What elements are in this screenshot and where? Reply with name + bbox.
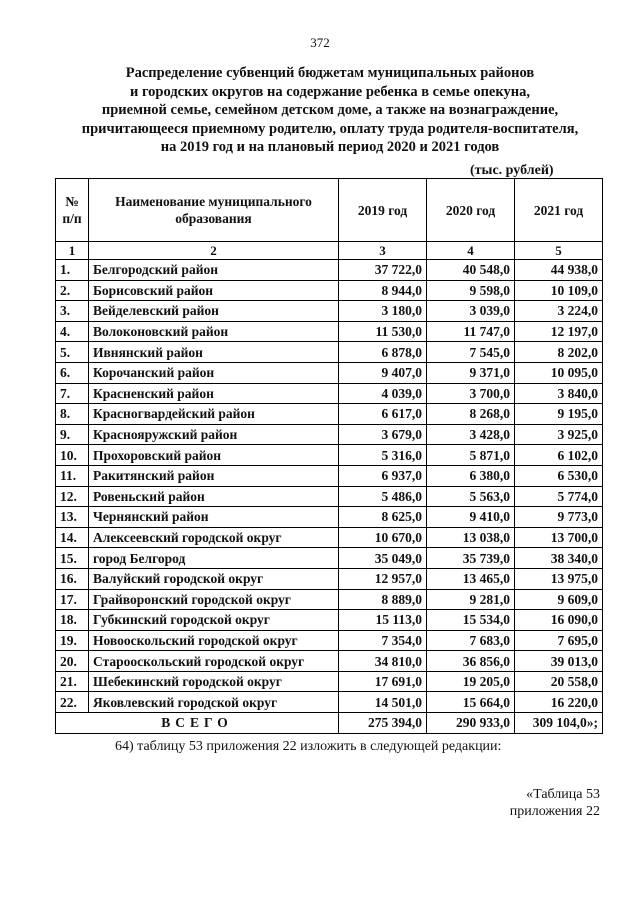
table-row xyxy=(56,424,603,445)
value-2019: 37 722,0 xyxy=(339,260,427,281)
title-line: на 2019 год и на плановый период 2020 и 2021 годов xyxy=(160,139,500,155)
value-2019: 6 617,0 xyxy=(339,404,427,425)
value-2020: 3 039,0 xyxy=(427,301,515,322)
value-2021: 13 700,0 xyxy=(515,527,603,548)
header-num: № п/п xyxy=(56,179,89,242)
value-2019: 15 113,0 xyxy=(339,610,427,631)
row-number: 11. xyxy=(56,465,89,486)
value-2019: 3 679,0 xyxy=(339,424,427,445)
row-number: 10. xyxy=(56,445,89,466)
index-cell: 5 xyxy=(515,242,603,260)
row-number: 7. xyxy=(56,383,89,404)
municipality-name: Ивнянский район xyxy=(89,342,339,363)
municipality-name: Губкинский городской округ xyxy=(89,610,339,631)
row-number: 16. xyxy=(56,568,89,589)
value-2020: 3 700,0 xyxy=(427,383,515,404)
value-2019: 17 691,0 xyxy=(339,671,427,692)
value-2021: 16 220,0 xyxy=(515,692,603,713)
value-2021: 20 558,0 xyxy=(515,671,603,692)
municipality-name: Валуйский городской округ xyxy=(89,568,339,589)
municipality-name: Белгородский район xyxy=(89,260,339,281)
table-row xyxy=(56,507,603,528)
value-2021: 10 095,0 xyxy=(515,362,603,383)
value-2019: 8 625,0 xyxy=(339,507,427,528)
value-2019: 12 957,0 xyxy=(339,568,427,589)
value-2020: 7 545,0 xyxy=(427,342,515,363)
value-2019: 10 670,0 xyxy=(339,527,427,548)
value-2019: 5 316,0 xyxy=(339,445,427,466)
document-title xyxy=(40,64,620,157)
value-2020: 9 371,0 xyxy=(427,362,515,383)
table-row xyxy=(56,383,603,404)
value-2020: 6 380,0 xyxy=(427,465,515,486)
value-2021: 13 975,0 xyxy=(515,568,603,589)
municipality-name: Чернянский район xyxy=(89,507,339,528)
value-2021: 9 195,0 xyxy=(515,404,603,425)
row-number: 12. xyxy=(56,486,89,507)
table-row xyxy=(56,568,603,589)
row-number: 9. xyxy=(56,424,89,445)
value-2021: 16 090,0 xyxy=(515,610,603,631)
municipality-name: Старооскольский городской округ xyxy=(89,651,339,672)
value-2021: 3 224,0 xyxy=(515,301,603,322)
row-number: 20. xyxy=(56,651,89,672)
municipality-name: Красногвардейский район xyxy=(89,404,339,425)
table-row xyxy=(56,260,603,281)
index-cell: 1 xyxy=(56,242,89,260)
units-label: (тыс. рублей) xyxy=(470,163,554,178)
value-2021: 38 340,0 xyxy=(515,548,603,569)
value-2020: 9 410,0 xyxy=(427,507,515,528)
value-2021: 9 609,0 xyxy=(515,589,603,610)
municipality-name: Ракитянский район xyxy=(89,465,339,486)
table-row xyxy=(56,486,603,507)
table-row xyxy=(56,321,603,342)
municipality-name: Ровеньский район xyxy=(89,486,339,507)
title-line: Распределение субвенций бюджетам муниципальных районов xyxy=(125,65,535,81)
row-number: 22. xyxy=(56,692,89,713)
table-row xyxy=(56,610,603,631)
table-row xyxy=(56,362,603,383)
row-number: 17. xyxy=(56,589,89,610)
municipality-name: Волоконовский район xyxy=(89,321,339,342)
value-2021: 3 925,0 xyxy=(515,424,603,445)
table-row xyxy=(56,280,603,301)
total-label: ВСЕГО xyxy=(56,713,339,734)
municipality-name: Алексеевский городской округ xyxy=(89,527,339,548)
value-2020: 13 038,0 xyxy=(427,527,515,548)
row-number: 21. xyxy=(56,671,89,692)
value-2019: 34 810,0 xyxy=(339,651,427,672)
table-reference xyxy=(0,786,600,820)
header-name: Наименование муниципального образования xyxy=(89,179,339,242)
municipality-name: Яковлевский городской округ xyxy=(89,692,339,713)
value-2020: 8 268,0 xyxy=(427,404,515,425)
value-2020: 19 205,0 xyxy=(427,671,515,692)
value-2019: 14 501,0 xyxy=(339,692,427,713)
table-row xyxy=(56,527,603,548)
column-index-row xyxy=(56,242,603,260)
value-2020: 36 856,0 xyxy=(427,651,515,672)
index-cell: 2 xyxy=(89,242,339,260)
header-row xyxy=(56,179,603,242)
value-2020: 15 664,0 xyxy=(427,692,515,713)
value-2020: 5 871,0 xyxy=(427,445,515,466)
index-cell: 4 xyxy=(427,242,515,260)
value-2020: 35 739,0 xyxy=(427,548,515,569)
value-2020: 9 598,0 xyxy=(427,280,515,301)
value-2020: 5 563,0 xyxy=(427,486,515,507)
title-line: приемной семье, семейном детском доме, а также на вознаграждение, xyxy=(101,102,559,118)
municipality-name: Краснояружский район xyxy=(89,424,339,445)
title-line: и городских округов на содержание ребенка в семье опекуна, xyxy=(129,83,530,100)
row-number: 8. xyxy=(56,404,89,425)
municipality-name: Вейделевский район xyxy=(89,301,339,322)
municipality-name: Борисовский район xyxy=(89,280,339,301)
value-2021: 44 938,0 xyxy=(515,260,603,281)
value-2021: 6 102,0 xyxy=(515,445,603,466)
row-number: 5. xyxy=(56,342,89,363)
value-2020: 7 683,0 xyxy=(427,630,515,651)
table-row xyxy=(56,651,603,672)
table-row xyxy=(56,301,603,322)
value-2021: 7 695,0 xyxy=(515,630,603,651)
value-2019: 8 889,0 xyxy=(339,589,427,610)
value-2019: 5 486,0 xyxy=(339,486,427,507)
value-2021: 8 202,0 xyxy=(515,342,603,363)
value-2019: 8 944,0 xyxy=(339,280,427,301)
value-2020: 40 548,0 xyxy=(427,260,515,281)
table-row xyxy=(56,692,603,713)
value-2021: 10 109,0 xyxy=(515,280,603,301)
value-2020: 13 465,0 xyxy=(427,568,515,589)
value-2019: 9 407,0 xyxy=(339,362,427,383)
municipality-name: Прохоровский район xyxy=(89,445,339,466)
table-row xyxy=(56,445,603,466)
value-2021: 9 773,0 xyxy=(515,507,603,528)
value-2020: 9 281,0 xyxy=(427,589,515,610)
table-row xyxy=(56,465,603,486)
row-number: 4. xyxy=(56,321,89,342)
value-2020: 11 747,0 xyxy=(427,321,515,342)
value-2021: 12 197,0 xyxy=(515,321,603,342)
total-2019: 275 394,0 xyxy=(339,713,427,734)
table-row xyxy=(56,630,603,651)
row-number: 18. xyxy=(56,610,89,631)
value-2021: 5 774,0 xyxy=(515,486,603,507)
table-ref-line: приложения 22 xyxy=(509,804,600,819)
total-2021: 309 104,0»; xyxy=(515,713,603,734)
value-2019: 7 354,0 xyxy=(339,630,427,651)
table-row xyxy=(56,404,603,425)
value-2021: 6 530,0 xyxy=(515,465,603,486)
value-2019: 35 049,0 xyxy=(339,548,427,569)
total-row xyxy=(56,713,603,734)
table-row xyxy=(56,671,603,692)
value-2019: 6 878,0 xyxy=(339,342,427,363)
municipality-name: Красненский район xyxy=(89,383,339,404)
header-2020: 2020 год xyxy=(427,179,515,242)
header-2021: 2021 год xyxy=(515,179,603,242)
value-2020: 15 534,0 xyxy=(427,610,515,631)
municipality-name: Корочанский район xyxy=(89,362,339,383)
value-2020: 3 428,0 xyxy=(427,424,515,445)
amendment-note: 64) таблицу 53 приложения 22 изложить в следующей редакции: xyxy=(115,739,502,754)
table-ref-line: «Таблица 53 xyxy=(526,787,600,802)
header-2019: 2019 год xyxy=(339,179,427,242)
total-2020: 290 933,0 xyxy=(427,713,515,734)
row-number: 14. xyxy=(56,527,89,548)
title-line: причитающееся приемному родителю, оплату труда родителя-воспитателя, xyxy=(81,120,579,137)
row-number: 15. xyxy=(56,548,89,569)
row-number: 19. xyxy=(56,630,89,651)
value-2019: 3 180,0 xyxy=(339,301,427,322)
municipality-name: Грайворонский городской округ xyxy=(89,589,339,610)
index-cell: 3 xyxy=(339,242,427,260)
municipality-name: город Белгород xyxy=(89,548,339,569)
value-2019: 6 937,0 xyxy=(339,465,427,486)
table-row xyxy=(56,548,603,569)
row-number: 2. xyxy=(56,280,89,301)
row-number: 1. xyxy=(56,260,89,281)
page-number: 372 xyxy=(310,35,330,50)
value-2021: 3 840,0 xyxy=(515,383,603,404)
row-number: 6. xyxy=(56,362,89,383)
row-number: 13. xyxy=(56,507,89,528)
value-2021: 39 013,0 xyxy=(515,651,603,672)
value-2019: 11 530,0 xyxy=(339,321,427,342)
table-row xyxy=(56,342,603,363)
table-row xyxy=(56,589,603,610)
municipality-name: Новооскольский городской округ xyxy=(89,630,339,651)
value-2019: 4 039,0 xyxy=(339,383,427,404)
subsidy-table xyxy=(55,178,603,734)
municipality-name: Шебекинский городской округ xyxy=(89,671,339,692)
row-number: 3. xyxy=(56,301,89,322)
